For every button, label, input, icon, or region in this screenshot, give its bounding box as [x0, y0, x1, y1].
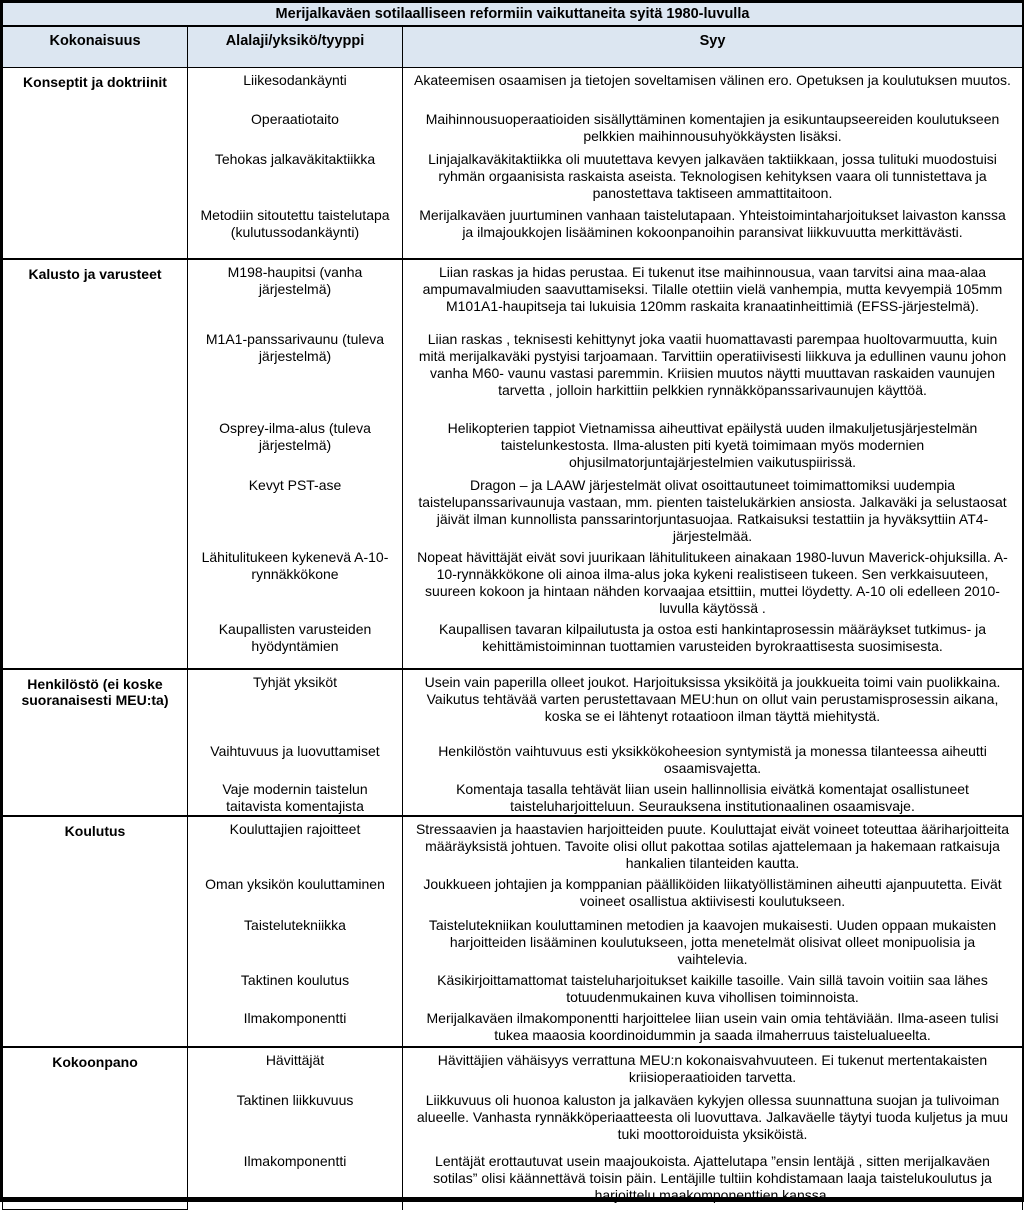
table-row	[3, 669, 1023, 739]
category-cell: Konseptit ja doktriinit	[3, 68, 188, 259]
reason-cell: Maihinnousuoperaatioiden sisällyttäminen komentajien ja esikuntaupseereiden koulutukseen pelkkien maihinnousuhyökkäysten lisäksi.	[403, 107, 1023, 147]
reason-cell: Komentaja tasalla tehtävät liian usein hallinnollisia eivätkä komentajat osallistuneet taisteluharjoitteluun. Seurauksena institutionaalinen osaamisvaje.	[403, 777, 1023, 816]
subcategory-cell: Kevyt PST-ase	[188, 473, 403, 545]
subcategory-cell: Taktinen koulutus	[188, 968, 403, 1006]
reason-cell: Usein vain paperilla olleet joukot. Harjoituksissa yksiköitä ja joukkueita toimi vain puolikkaina. Vaikutus tehtävää varten perustettavaan MEU:hun on ollut vain perustamisprosessin aikana, koska se ei lähtenyt rotaatioon ilman täyttä miehitystä.	[403, 669, 1023, 739]
subcategory-cell: Tyhjät yksiköt	[188, 669, 403, 739]
subcategory-cell: Tehokas jalkaväkitaktiikka	[188, 147, 403, 203]
table-row	[3, 68, 1023, 107]
reason-cell: Nopeat hävittäjät eivät sovi juurikaan lähitulitukeen ainakaan 1980-luvun Maverick-ohjuksilla. A-10-rynnäkkökone oli ainoa ilma-alus joka kykeni realistiseen tukeen. Sen verkkaisuuteen, suureen kokoon ja hintaan nähden korvaajaa etsittiin, muttei löydetty. A-10 oli edelleen 2010-luvulla käytössä .	[403, 545, 1023, 617]
subcategory-cell: Hävittäjät	[188, 1047, 403, 1088]
reason-cell: Taistelutekniikan kouluttaminen metodien ja kaavojen mukaisesti. Uuden oppaan mukaisten harjoitteiden lisääminen koulutukseen, jotta menetelmät olisivat olleet monipuolisia ja vaihtelevia.	[403, 913, 1023, 968]
subcategory-cell: Liikesodankäynti	[188, 68, 403, 107]
reason-cell: Hävittäjien vähäisyys verrattuna MEU:n kokonaisvahvuuteen. Ei tukenut mertentakaisten kriisioperaatioiden tarvetta.	[403, 1047, 1023, 1088]
subcategory-cell: Kouluttajien rajoitteet	[188, 816, 403, 872]
category-cell: Koulutus	[3, 816, 188, 1047]
table-row	[3, 259, 1023, 327]
header-syy: Syy	[403, 26, 1023, 68]
header-kokonaisuus: Kokonaisuus	[3, 26, 188, 68]
subcategory-cell: M1A1-panssarivaunu (tuleva järjestelmä)	[188, 327, 403, 416]
subcategory-cell: Lähitulitukeen kykenevä A-10-rynnäkkökone	[188, 545, 403, 617]
reason-cell: Liikkuvuus oli huonoa kaluston ja jalkaväen kykyjen ollessa suunnattuna suojan ja tulivoiman alueelle. Vanhasta rynnäkköperiaatteesta oli luovuttava. Jalkaväelle täytyi tuoda kuljetus ja muu tuki moottoroiduista yksiköistä.	[403, 1088, 1023, 1149]
category-cell: Henkilöstö (ei koske suoranaisesti MEU:ta)	[3, 669, 188, 816]
reason-cell: Liian raskas ja hidas perustaa. Ei tukenut itse maihinnousua, vaan tarvitsi aina maa-alaa ampumavalmiuden saavuttamiseksi. Tilalle otettiin vielä vanhempia, mutta kevyempiä 105mm M101A1-haupitseja tai lukuisia 120mm raskaita kranaatinheittimiä (EFSS-järjestelmä).	[403, 259, 1023, 327]
reason-cell: Stressaavien ja haastavien harjoitteiden puute. Kouluttajat eivät voineet toteuttaa ääriharjoitteita määräyksistä johtuen. Tavoite olisi ollut pakottaa sotilas ajattelemaan ja hakemaan ratkaisuja hankalien tilanteiden kautta.	[403, 816, 1023, 872]
reason-cell: Henkilöstön vaihtuvuus esti yksikkökoheesion syntymistä ja monessa tilanteessa aiheutti osaamisvajetta.	[403, 739, 1023, 777]
category-cell: Kokoonpano	[3, 1047, 188, 1210]
subcategory-cell: Oman yksikön kouluttaminen	[188, 872, 403, 913]
table-body	[3, 68, 1023, 1210]
reason-cell: Kaupallisen tavaran kilpailutusta ja ostoa esti hankintaprosessin määräykset tutkimus- ja kehittämistoiminnan tuottamien varusteiden byrokraattisesta suosimisesta.	[403, 617, 1023, 669]
subcategory-cell: Taistelutekniikka	[188, 913, 403, 968]
reason-cell: Merijalkaväen ilmakomponentti harjoittelee liian usein vain omia tehtäviään. Ilma-aseen tulisi tukea maaosia koordinoidummin ja saada ilmaherruus taistelualueelta.	[403, 1006, 1023, 1047]
subcategory-cell: Osprey-ilma-alus (tuleva järjestelmä)	[188, 416, 403, 473]
reason-cell: Liian raskas , teknisesti kehittynyt joka vaatii huomattavasti parempaa huoltovarmuutta, kuin mitä merijalkaväki pystyisi tarjoamaan. Tarvittiin operatiivisesti liikkuva ja edullinen vaunu johon vanha M60- vaunu vastasi paremmin. Kriisien muutos näytti muuttavan raskaiden vaunujen tarvetta , jolloin harkittiin pelkkien rynnäkköpanssarivaunujen käyttöä.	[403, 327, 1023, 416]
table	[2, 2, 1023, 1210]
table-title: Merijalkaväen sotilaalliseen reformiin vaikuttaneita syitä 1980-luvulla	[3, 3, 1023, 27]
reason-cell: Helikopterien tappiot Vietnamissa aiheuttivat epäilystä uuden ilmakuljetusjärjestelmän taistelunkestosta. Ilma-alusten piti kyetä toimimaan myös modernien ohjusilmatorjuntajärjestelmien vaikutuspiirissä.	[403, 416, 1023, 473]
subcategory-cell: Metodiin sitoutettu taistelutapa (kulutussodankäynti)	[188, 203, 403, 259]
reason-cell: Linjajalkaväkitaktiikka oli muutettava kevyen jalkaväen taktiikkaan, jossa tulituki muodostuisi ryhmän orgaanisista raskaista aseista. Teknologisen kehityksen vaara oli tunnistettava ja panostettava taktiseen ammattitaitoon.	[403, 147, 1023, 203]
reason-cell: Merijalkaväen juurtuminen vanhaan taistelutapaan. Yhteistoimintaharjoitukset laivaston kanssa ja ilmajoukkojen lisääminen kokoonpanoihin paransivat liikkuvuutta merkittävästi.	[403, 203, 1023, 259]
table-row	[3, 1047, 1023, 1088]
reason-cell: Akateemisen osaamisen ja tietojen soveltamisen välinen ero. Opetuksen ja koulutuksen muutos.	[403, 68, 1023, 107]
subcategory-cell: Taktinen liikkuvuus	[188, 1088, 403, 1149]
table-row	[3, 816, 1023, 872]
subcategory-cell: Ilmakomponentti	[188, 1006, 403, 1047]
subcategory-cell: Vaje modernin taistelun taitavista komentajista	[188, 777, 403, 816]
reason-cell: Dragon – ja LAAW järjestelmät olivat osoittautuneet toimimattomiksi uudempia taistelupanssarivaunuja vastaan, mm. pienten taistelukärkien ansiosta. Jalkaväki ja selustaosat jäivät ilman kunnollista panssarintorjuntasuojaa. Ratkaisuksi testattiin ja hyväksyttiin AT4-järjestelmää.	[403, 473, 1023, 545]
subcategory-cell: M198-haupitsi (vanha järjestelmä)	[188, 259, 403, 327]
category-cell: Kalusto ja varusteet	[3, 259, 188, 669]
header-alalaji: Alalaji/yksikö/tyyppi	[188, 26, 403, 68]
subcategory-cell: Vaihtuvuus ja luovuttamiset	[188, 739, 403, 777]
reason-cell: Käsikirjoittamattomat taisteluharjoitukset kaikille tasoille. Vain sillä tavoin voitiin saa lähes totuudenmukainen kuva vihollisen toiminnoista.	[403, 968, 1023, 1006]
subcategory-cell: Kaupallisten varusteiden hyödyntämien	[188, 617, 403, 669]
subcategory-cell: Operaatiotaito	[188, 107, 403, 147]
reason-cell: Joukkueen johtajien ja komppanian päälliköiden liikatyöllistäminen aiheutti ajanpuutetta. Eivät voineet osallistua aktiivisesti koulutukseen.	[403, 872, 1023, 913]
reason-cell: Lentäjät erottautuvat usein maajoukoista. Ajattelutapa ”ensin lentäjä , sitten merijalkaväen sotilas” olisi käännettävä toisin päin. Lentäjille tultiin kohdistamaan laaja taistelukoulutus ja harjoittelu maakomponenttien kanssa.	[403, 1149, 1023, 1210]
subcategory-cell: Ilmakomponentti	[188, 1149, 403, 1210]
